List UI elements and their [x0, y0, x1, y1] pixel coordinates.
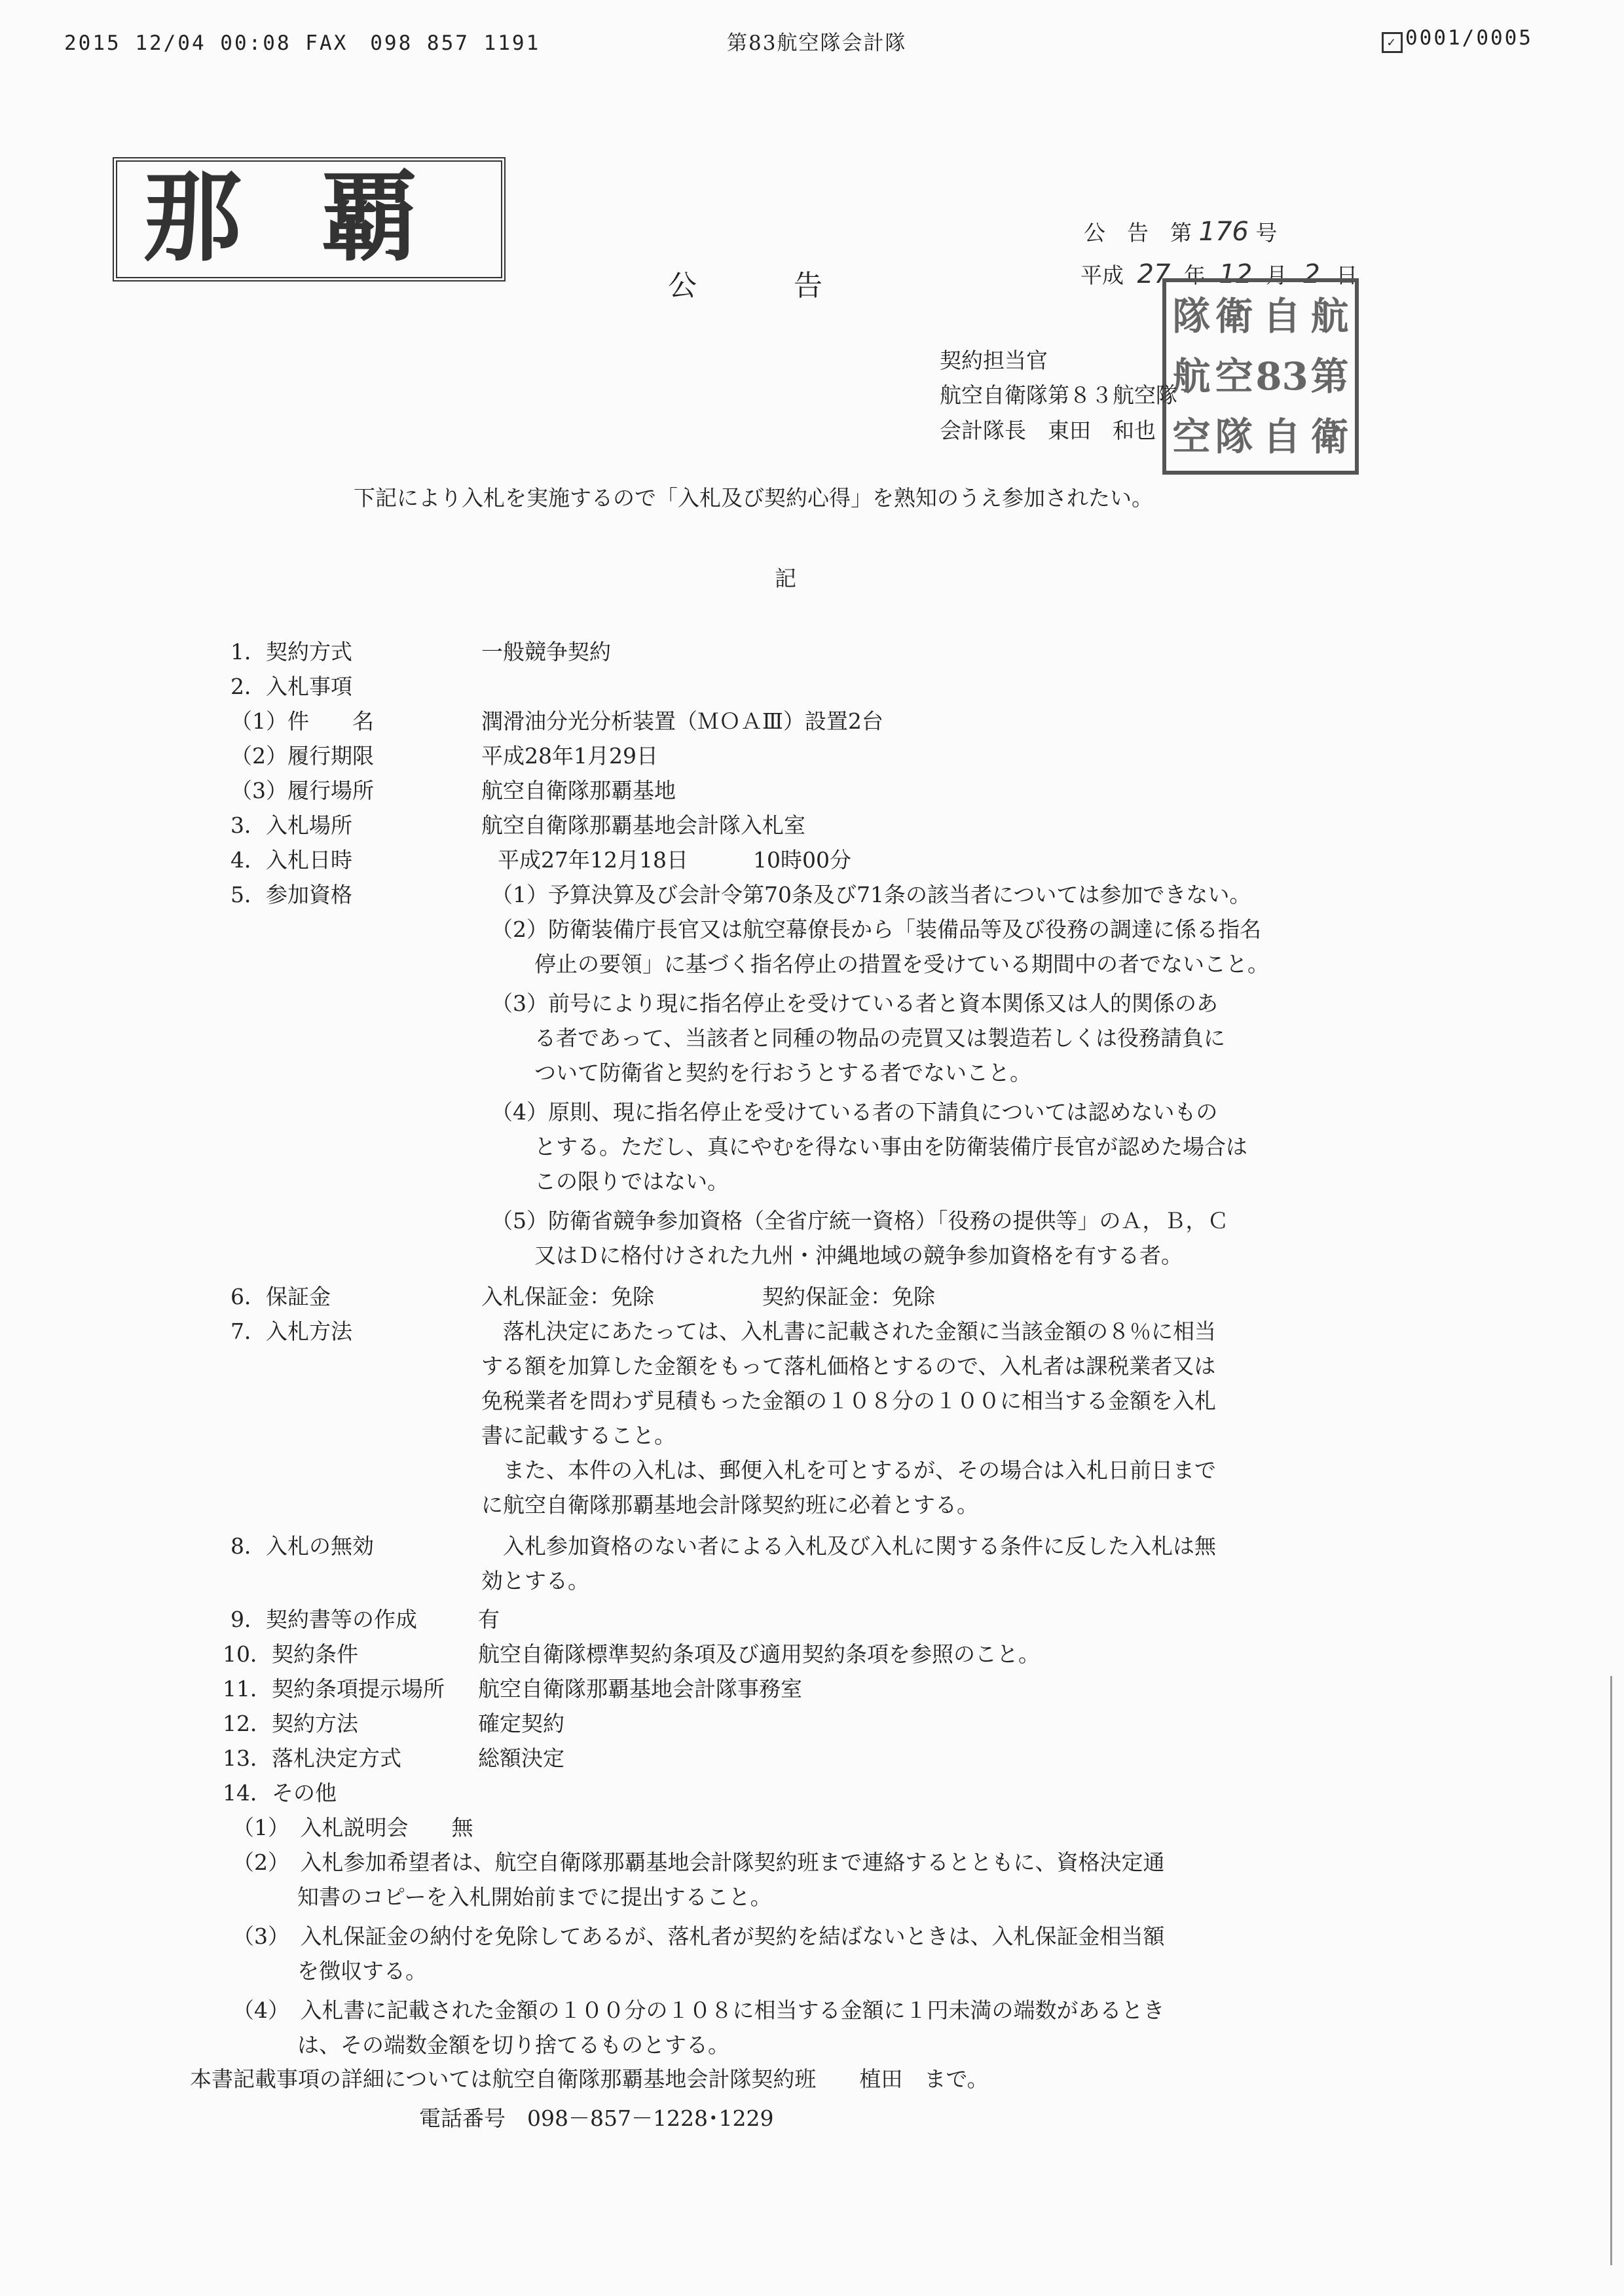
qualification-line: （5）防衛省競争参加資格（全省庁統一資格）「役務の提供等」のＡ，Ｂ，Ｃ: [491, 1208, 1229, 1233]
qualification-line: （2）防衛装備庁長官又は航空幕僚長から「装備品等及び役務の調達に係る指名: [491, 917, 1261, 942]
fax-header-left: 2015 12/04 00:08 FAX 098 857 1191: [64, 31, 541, 55]
item-label: 7．入札方法: [231, 1319, 352, 1344]
item-value: 総額決定: [478, 1745, 564, 1771]
seal-char: 空: [1215, 354, 1253, 399]
item-label: 8．入札の無効: [231, 1533, 374, 1559]
notice-number-prefix: 公 告 第: [1084, 220, 1192, 246]
body-line: に航空自衛隊那覇基地会計隊契約班に必着とする。: [481, 1492, 978, 1518]
seal-char: 隊: [1215, 414, 1253, 459]
item-value: 航空自衛隊那覇基地: [481, 778, 676, 803]
item-value: 潤滑油分光分析装置（ＭＯＡⅢ）設置2台: [481, 708, 883, 734]
item-label: 3．入札場所: [231, 812, 352, 838]
item-value: 航空自衛隊標準契約条項及び適用契約条項を参照のこと。: [478, 1641, 1040, 1667]
seal-char: 83: [1255, 354, 1308, 399]
item-label: 5．参加資格: [231, 882, 352, 907]
seal-char: 隊: [1172, 294, 1211, 338]
fax-header-center: 第83航空隊会計隊: [727, 31, 907, 55]
body-line: 効とする。: [481, 1568, 589, 1594]
ki-heading: 記: [775, 566, 796, 591]
body-line: 書に記載すること。: [481, 1423, 676, 1448]
phone-line: 電話番号 098－857－1228･1229: [419, 2105, 774, 2131]
fax-page-number: 0001/0005: [1405, 26, 1533, 50]
issuer-line3: 会計隊長 東田 和也: [940, 418, 1156, 443]
qualification-line: 停止の要領」に基づく指名停止の措置を受けている期間中の者でないこと。: [491, 951, 1269, 977]
item-label: 11．契約条項提示場所: [223, 1676, 445, 1702]
item-value: 一般競争契約: [481, 639, 611, 665]
date-year: 27: [1137, 259, 1171, 289]
item-label: 4．入札日時: [231, 847, 352, 873]
contact-line: 本書記載事項の詳細については航空自衛隊那覇基地会計隊契約班 植田 まで。: [190, 2066, 989, 2092]
fax-page-icon: ✓: [1382, 32, 1403, 53]
other-line: （2） 入札参加希望者は、航空自衛隊那覇基地会計隊契約班まで連絡するとともに、資格決定通: [232, 1850, 1165, 1875]
scan-edge-line: [1610, 1676, 1612, 2265]
qualification-line: （3）前号により現に指名停止を受けている者と資本関係又は人的関係のあ: [491, 991, 1218, 1016]
item-label: 9．契約書等の作成: [231, 1607, 417, 1632]
item-value: 入札保証金：免除 契約保証金：免除: [481, 1284, 935, 1309]
item-label: 2．入札事項: [231, 674, 352, 699]
other-line: （3） 入札保証金の納付を免除してあるが、落札者が契約を結ばないときは、入札保証金相当額: [232, 1923, 1165, 1949]
item-label: 1．契約方式: [231, 639, 352, 665]
item-label: （3）履行場所: [231, 778, 374, 803]
seal-char: 航: [1172, 354, 1211, 399]
qualification-line: この限りではない。: [491, 1169, 729, 1194]
body-line: 入札参加資格のない者による入札及び入札に関する条件に反した入札は無: [481, 1533, 1216, 1559]
issuer-line2: 航空自衛隊第８３航空隊: [940, 382, 1177, 408]
other-line: は、その端数金額を切り捨てるものとする。: [232, 2032, 729, 2058]
body-line: する額を加算した金額をもって落札価格とするので、入札者は課税業者又は: [481, 1353, 1216, 1379]
seal-char: 衛: [1215, 294, 1253, 338]
date-tsuki: 月: [1265, 263, 1287, 288]
body-line: 免税業者を問わず見積もった金額の１０８分の１００に相当する金額を入札: [481, 1388, 1216, 1413]
date-nichi: 日: [1336, 263, 1358, 288]
item-value: 有: [478, 1607, 500, 1632]
issuer-line1: 契約担当官: [940, 348, 1048, 373]
seal-char: 第: [1310, 354, 1349, 399]
body-line: 落札決定にあたっては、入札書に記載された金額に当該金額の８％に相当: [481, 1319, 1216, 1344]
item-value: 平成27年12月18日 10時00分: [498, 847, 851, 873]
notice-title: 公 告: [668, 269, 836, 302]
item-value: 平成28年1月29日: [481, 743, 658, 769]
notice-number: [1084, 216, 1277, 247]
official-seal: [1162, 278, 1359, 475]
date-prefix: 平成: [1080, 263, 1124, 288]
date-nen: 年: [1183, 263, 1206, 288]
intro-text: 下記により入札を実施するので「入札及び契約心得」を熟知のうえ参加されたい。: [354, 485, 1153, 511]
other-line: 知書のコピーを入札開始前までに提出すること。: [232, 1884, 772, 1910]
seal-char: 航: [1310, 294, 1349, 338]
item-value: 航空自衛隊那覇基地会計隊入札室: [481, 812, 805, 838]
seal-char: 衛: [1310, 414, 1349, 459]
item-label: （2）履行期限: [231, 743, 374, 769]
notice-number-suffix: 号: [1255, 220, 1278, 246]
qualification-line: （1）予算決算及び会計令第70条及び71条の該当者については参加できない。: [491, 882, 1251, 907]
other-line: （4） 入札書に記載された金額の１００分の１０８に相当する金額に１円未満の端数があるとき: [232, 1997, 1165, 2023]
body-line: また、本件の入札は、郵便入札を可とするが、その場合は入札日前日まで: [481, 1457, 1216, 1483]
qualification-line: 又はＤに格付けされた九州・沖縄地域の競争参加資格を有する者。: [491, 1243, 1183, 1268]
qualification-line: ついて防衛省と契約を行おうとする者でないこと。: [491, 1060, 1031, 1085]
item-label: 14．その他: [223, 1780, 337, 1806]
other-line: （1） 入札説明会 無: [232, 1815, 473, 1840]
qualification-line: とする。ただし、真にやむを得ない事由を防衛装備庁長官が認めた場合は: [491, 1134, 1247, 1159]
fax-header-right: [1382, 26, 1533, 53]
seal-char: 自: [1263, 414, 1301, 459]
naha-stamp: 那覇: [113, 157, 506, 282]
seal-char: 自: [1263, 294, 1301, 338]
date-day: 2: [1303, 259, 1320, 289]
item-label: 6．保証金: [231, 1284, 331, 1309]
qualification-line: る者であって、当該者と同種の物品の売買又は製造若しくは役務請負に: [491, 1025, 1226, 1051]
item-label: 13．落札決定方式: [223, 1745, 401, 1771]
seal-char: 空: [1172, 414, 1211, 459]
item-label: 12．契約方法: [223, 1711, 358, 1736]
item-label: 10．契約条件: [223, 1641, 358, 1667]
notice-number-value: 176: [1198, 217, 1249, 247]
date-month: 12: [1219, 259, 1253, 289]
item-label: （1）件 名: [231, 708, 374, 734]
other-line: を徴収する。: [232, 1958, 427, 1984]
item-value: 確定契約: [478, 1711, 564, 1736]
item-value: 航空自衛隊那覇基地会計隊事務室: [478, 1676, 802, 1702]
qualification-line: （4）原則、現に指名停止を受けている者の下請負については認めないもの: [491, 1099, 1218, 1125]
